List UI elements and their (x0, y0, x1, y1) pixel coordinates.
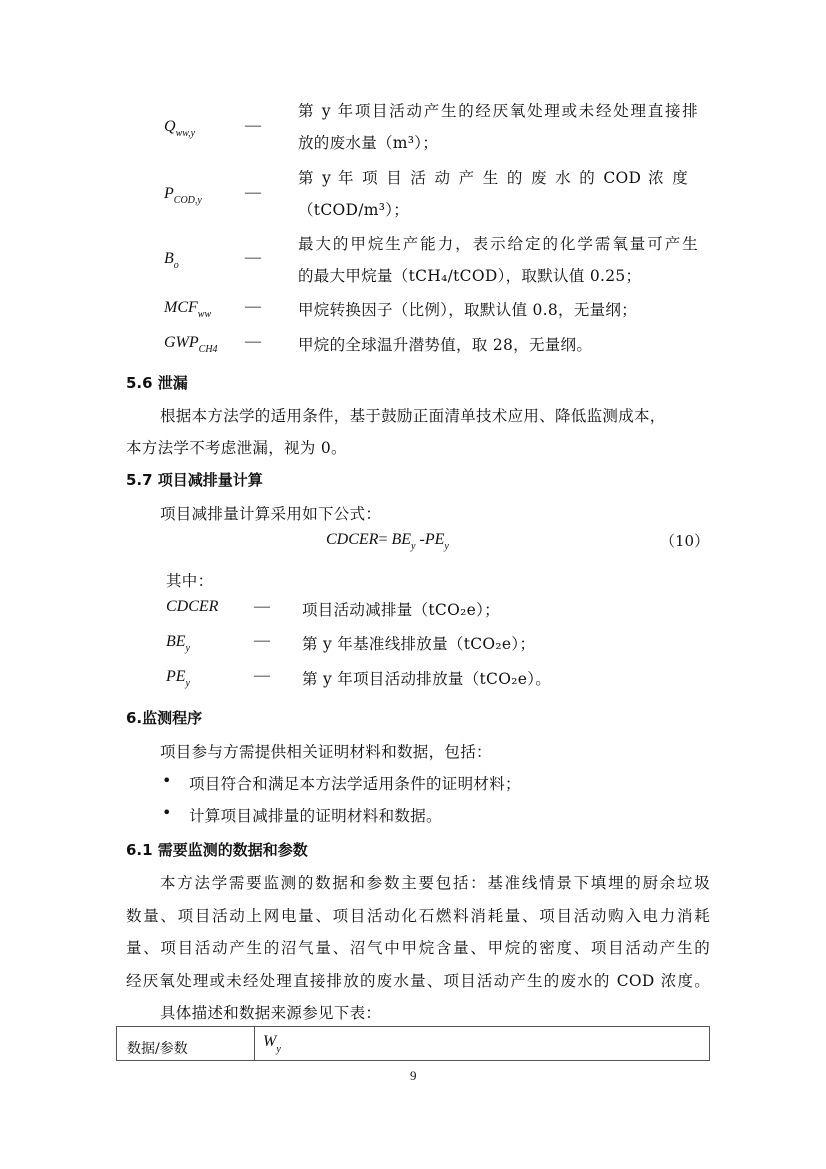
paragraph-line: 根据本方法学的适用条件，基于鼓励正面清单技术应用、降低监测成本， (160, 407, 666, 425)
table-label-cell: 数据/参数 (117, 1027, 255, 1060)
bullet-icon: • (162, 803, 172, 822)
paragraph-line: 经厌氧处理或未经处理直接排放的废水量、项目活动产生的废水的 COD 浓度。 (126, 972, 710, 990)
symbol-cdcer: CDCER (166, 598, 219, 615)
paragraph-line: 具体描述和数据来源参见下表： (160, 1004, 382, 1022)
symbol-p-cod-y: $P_{COD,y}$ (164, 185, 202, 207)
definition-text-line: 项目活动减排量（tCO₂e）； (302, 601, 500, 619)
definition-dash: — (254, 632, 270, 649)
definition-text-line: （tCOD/m³）； (298, 201, 410, 219)
section-heading-6-1: 6.1 需要监测的数据和参数 (126, 841, 308, 859)
paragraph-line: 项目参与方需提供相关证明材料和数据，包括： (160, 743, 492, 761)
definition-dash: — (245, 298, 261, 315)
bullet-icon: • (162, 771, 172, 790)
section-heading-6: 6.监测程序 (126, 709, 203, 727)
definition-text-line: 甲烷的全球温升潜势值，取 28，无量纲。 (298, 336, 593, 354)
table-value-cell (255, 1027, 709, 1060)
symbol-pe-y: $PE_y$ (166, 668, 190, 690)
definition-text-line: 第 y 年 项 目 活 动 产 生 的 废 水 的 COD 浓 度 (298, 169, 688, 187)
definition-text-line: 的最大甲烷量（tCH₄/tCOD），取默认值 0.25； (298, 267, 642, 285)
bullet-item: 项目符合和满足本方法学适用条件的证明材料； (189, 775, 521, 793)
formula-10: CDCER= $BE_y$ $-PE_y$ (326, 531, 449, 553)
definition-dash: — (254, 667, 270, 684)
definition-text-line: 第 y 年基准线排放量（tCO₂e）； (302, 635, 536, 653)
symbol-b-o: $B_o$ (164, 250, 179, 272)
paragraph-line: 本方法学不考虑泄漏，视为 0。 (126, 439, 347, 457)
section-heading-5-7: 5.7 项目减排量计算 (126, 471, 263, 489)
symbol-mcf-ww: $MCF_{ww}$ (164, 299, 212, 321)
table-symbol: $W_y$ (263, 1033, 281, 1055)
definition-dash: — (245, 184, 261, 201)
page-number: 9 (410, 1068, 417, 1083)
definition-text-line: 最大的甲烷生产能力，表示给定的化学需氧量可产生 (298, 235, 698, 253)
bullet-item: 计算项目减排量的证明材料和数据。 (189, 807, 442, 825)
paragraph-line: 本方法学需要监测的数据和参数主要包括：基准线情景下填埋的厨余垃圾 (160, 874, 710, 892)
paragraph-line: 量、项目活动产生的沼气量、沼气中甲烷含量、甲烷的密度、项目活动产生的 (126, 939, 710, 957)
definition-dash: — (254, 598, 270, 615)
paragraph-line: 数量、项目活动上网电量、项目活动化石燃料消耗量、项目活动购入电力消耗 (126, 907, 710, 925)
definition-text-line: 第 y 年项目活动产生的经厌氧处理或未经处理直接排 (298, 102, 698, 120)
definition-dash: — (245, 117, 261, 134)
where-label: 其中： (166, 572, 214, 590)
equation-number: （10） (660, 532, 710, 550)
definition-text-line: 甲烷转换因子（比例），取默认值 0.8，无量纲； (298, 301, 638, 319)
symbol-gwp-ch4: $GWP_{CH4}$ (164, 334, 218, 356)
section-heading-5-6: 5.6 泄漏 (126, 374, 188, 392)
definition-text-line: 放的废水量（m³）； (298, 134, 439, 152)
parameter-table (116, 1026, 710, 1061)
symbol-be-y: $BE_y$ (166, 633, 190, 655)
paragraph-line: 项目减排量计算采用如下公式： (160, 505, 382, 523)
definition-dash: — (245, 333, 261, 350)
symbol-q-ww-y: $Q_{ww,y}$ (164, 118, 196, 140)
definition-text-line: 第 y 年项目活动排放量（tCO₂e）。 (302, 670, 552, 688)
definition-dash: — (245, 249, 261, 266)
